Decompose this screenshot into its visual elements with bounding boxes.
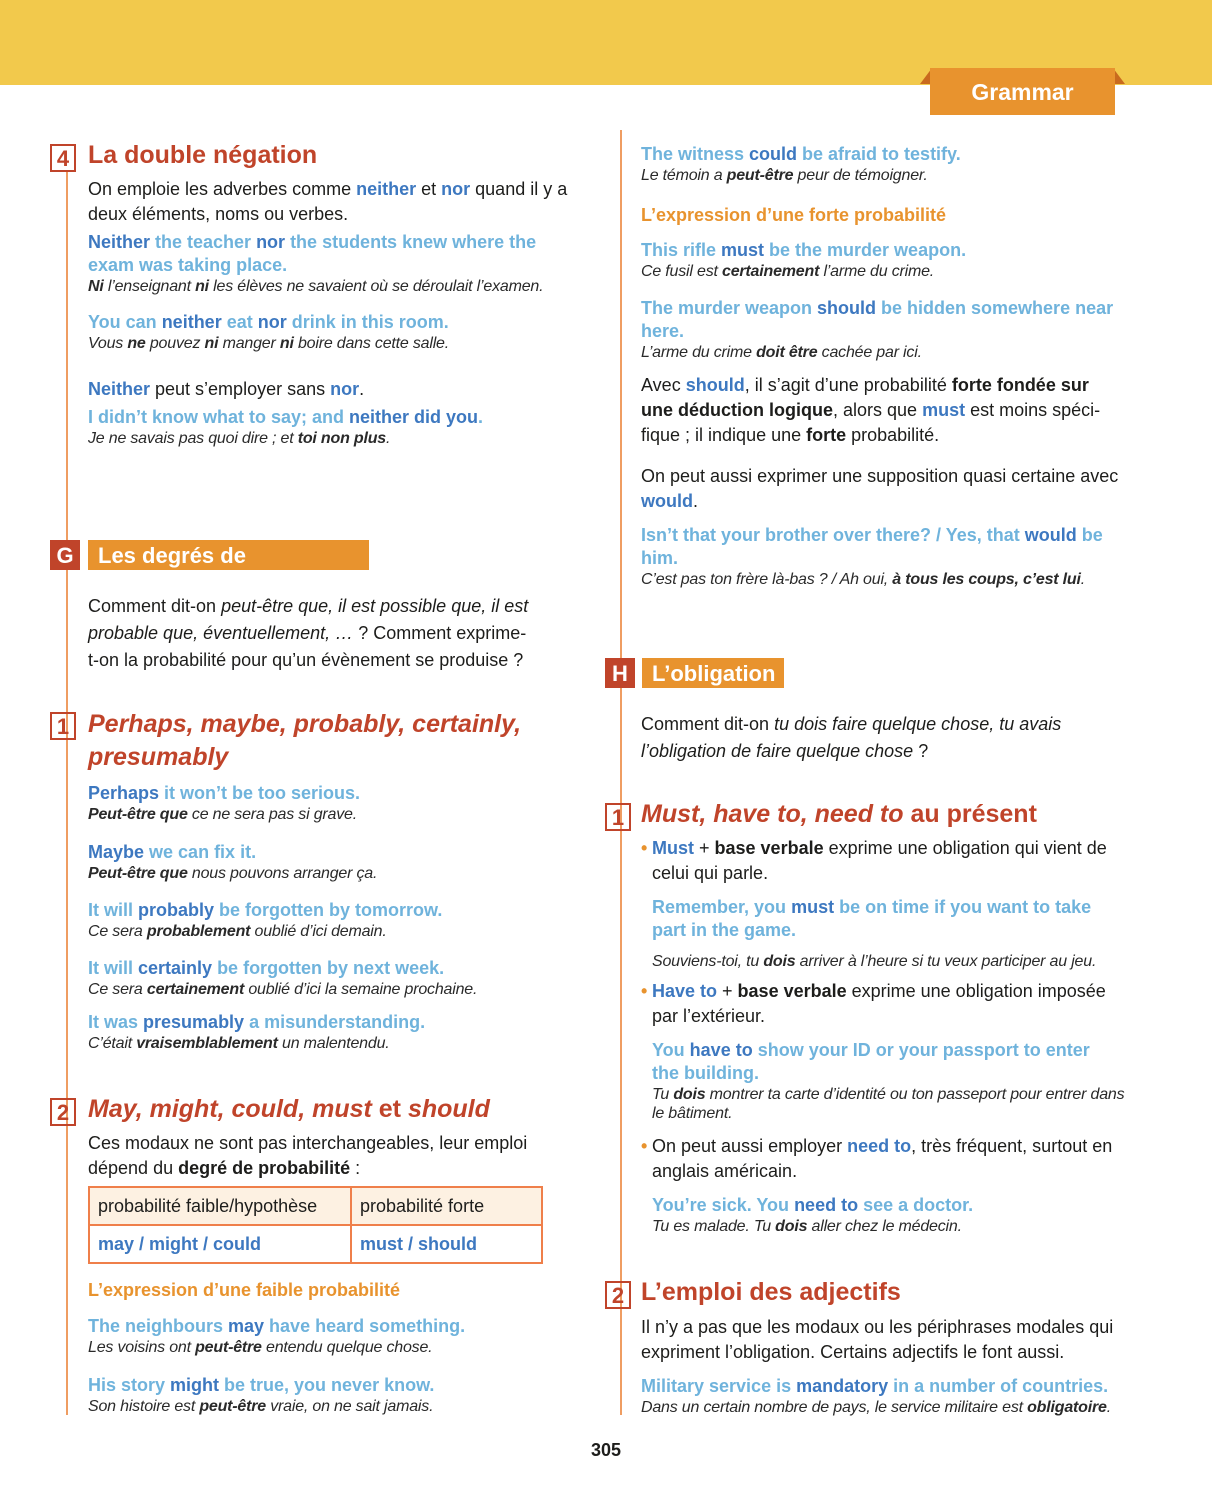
section-number: 4 <box>50 144 76 172</box>
table-header-cell: probabilité faible/hypothèse <box>89 1187 351 1225</box>
chapter-letter: G <box>50 540 80 570</box>
intro-text: Il n’y a pas que les modaux ou les périphrases modales qui expriment l’obligation. Certains adjectifs le font aussi. <box>641 1317 1114 1362</box>
example-block: This rifle must be the murder weapon. Ce fusil est certainement l’arme du crime. <box>641 240 967 280</box>
section-title: L’emploi des adjectifs <box>641 1278 901 1306</box>
bullet-item: • Have to + base verbale exprime une obligation imposée par l’extérieur. <box>641 981 1106 1026</box>
left-column-rule <box>66 170 68 1415</box>
example-block: It will probably be forgotten by tomorrow. Ce sera probablement oublié d’ici demain. <box>88 900 443 940</box>
explanation-text: On peut aussi exprimer une supposition quasi certaine avec would. <box>641 466 1119 511</box>
chapter-letter: H <box>605 658 635 688</box>
table-cell: may / might / could <box>89 1225 351 1263</box>
bullet-icon: • <box>641 838 648 858</box>
explanation-text: Avec should, il s’agit d’une probabilité forte fondée sur une déduction logique, alors que must est moins spéci- fique ; il indique une forte probabilité. <box>641 375 1101 445</box>
example-block: The murder weapon should be hidden somewhere near here. L’arme du crime doit être cachée par ici. <box>641 298 1114 361</box>
subheading: L’expression d’une forte probabilité <box>641 205 947 225</box>
section-number: 1 <box>605 803 631 831</box>
intro-text: Comment dit-on tu dois faire quelque chose, tu avais l’obligation de faire quelque chose ? <box>641 714 1062 761</box>
section-tab <box>920 68 1125 115</box>
example-block: You’re sick. You need to see a doctor. Tu es malade. Tu dois aller chez le médecin. <box>652 1195 974 1235</box>
section-title: Perhaps, maybe, probably, certainly, presumably <box>88 710 522 771</box>
example-block: Isn’t that your brother over there? / Yes, that would be him. C’est pas ton frère là-bas ? / Ah oui, à tous les coups, c’est lui. <box>641 525 1103 588</box>
page-number: 305 <box>590 1440 622 1460</box>
section-title: Must, have to, need to au présent <box>641 800 1037 828</box>
example-block: His story might be true, you never know. Son histoire est peut-être vraie, on ne sait jamais. <box>88 1375 435 1415</box>
example-block: You have to show your ID or your passport to enter the building. Tu dois montrer ta carte d’identité ou ton passeport pour entrer dans le bâtiment. <box>652 1040 1125 1122</box>
bullet-icon: • <box>641 1136 648 1156</box>
intro-text: On emploie les adverbes comme neither et nor quand il y a deux éléments, noms ou verbes. <box>88 179 568 224</box>
probability-table <box>88 1186 543 1264</box>
example-block: You can neither eat nor drink in this room. Vous ne pouvez ni manger ni boire dans cette salle. <box>88 312 449 352</box>
table-cell: must / should <box>351 1225 542 1263</box>
chapter-title: L’obligation <box>642 658 784 688</box>
subheading: L’expression d’une faible probabilité <box>88 1280 401 1300</box>
intro-text: Ces modaux ne sont pas interchangeables, leur emploi dépend du degré de probabilité : <box>88 1133 528 1178</box>
table-row <box>89 1225 542 1263</box>
bullet-icon: • <box>641 981 648 1001</box>
right-column-rule <box>620 130 622 1415</box>
chapter-title: Les degrés de probabilité <box>88 540 369 570</box>
example-block: Remember, you must be on time if you want to take part in the game. Souviens-toi, tu dois arriver à l’heure si tu veux participer au jeu. <box>652 897 1097 970</box>
example-block: Neither the teacher nor the students knew where the exam was taking place. Ni l’enseignant ni les élèves ne savaient où se déroulait l’examen. <box>88 232 544 295</box>
section-number: 1 <box>50 712 76 740</box>
bullet-item: • On peut aussi employer need to, très fréquent, surtout en anglais américain. <box>641 1136 1113 1181</box>
grammar-tab: Grammar <box>930 68 1115 115</box>
intro-text: Comment dit-on peut-être que, il est possible que, il est probable que, éventuellement, … ? Comment exprime- t-on la probabilité pour qu’un évènement se produise ? <box>88 596 529 670</box>
example-block: I didn’t know what to say; and neither did you. Je ne savais pas quoi dire ; et toi non plus. <box>88 407 484 447</box>
example-block: The witness could be afraid to testify. Le témoin a peut-être peur de témoigner. <box>641 144 961 184</box>
section-number: 2 <box>605 1281 631 1309</box>
example-block: Perhaps it won’t be too serious. Peut-être que ce ne sera pas si grave. <box>88 783 361 823</box>
section-number: 2 <box>50 1098 76 1126</box>
example-block: It will certainly be forgotten by next week. Ce sera certainement oublié d’ici la semaine prochaine. <box>88 958 478 998</box>
example-block: The neighbours may have heard something. Les voisins ont peut-être entendu quelque chose. <box>88 1316 466 1356</box>
section-title: May, might, could, must et should <box>88 1095 490 1123</box>
example-block: Military service is mandatory in a number of countries. Dans un certain nombre de pays, le service militaire est obligatoire. <box>641 1376 1111 1416</box>
example-block: It was presumably a misunderstanding. C’était vraisemblablement un malentendu. <box>88 1012 426 1052</box>
section-title: La double négation <box>88 141 318 169</box>
bullet-item: • Must + base verbale exprime une obligation qui vient de celui qui parle. <box>641 838 1107 883</box>
example-block: Maybe we can fix it. Peut-être que nous pouvons arranger ça. <box>88 842 378 882</box>
table-header-row <box>89 1187 542 1225</box>
table-header-cell: probabilité forte <box>351 1187 542 1225</box>
note-text: Neither peut s’employer sans nor. <box>88 379 365 399</box>
